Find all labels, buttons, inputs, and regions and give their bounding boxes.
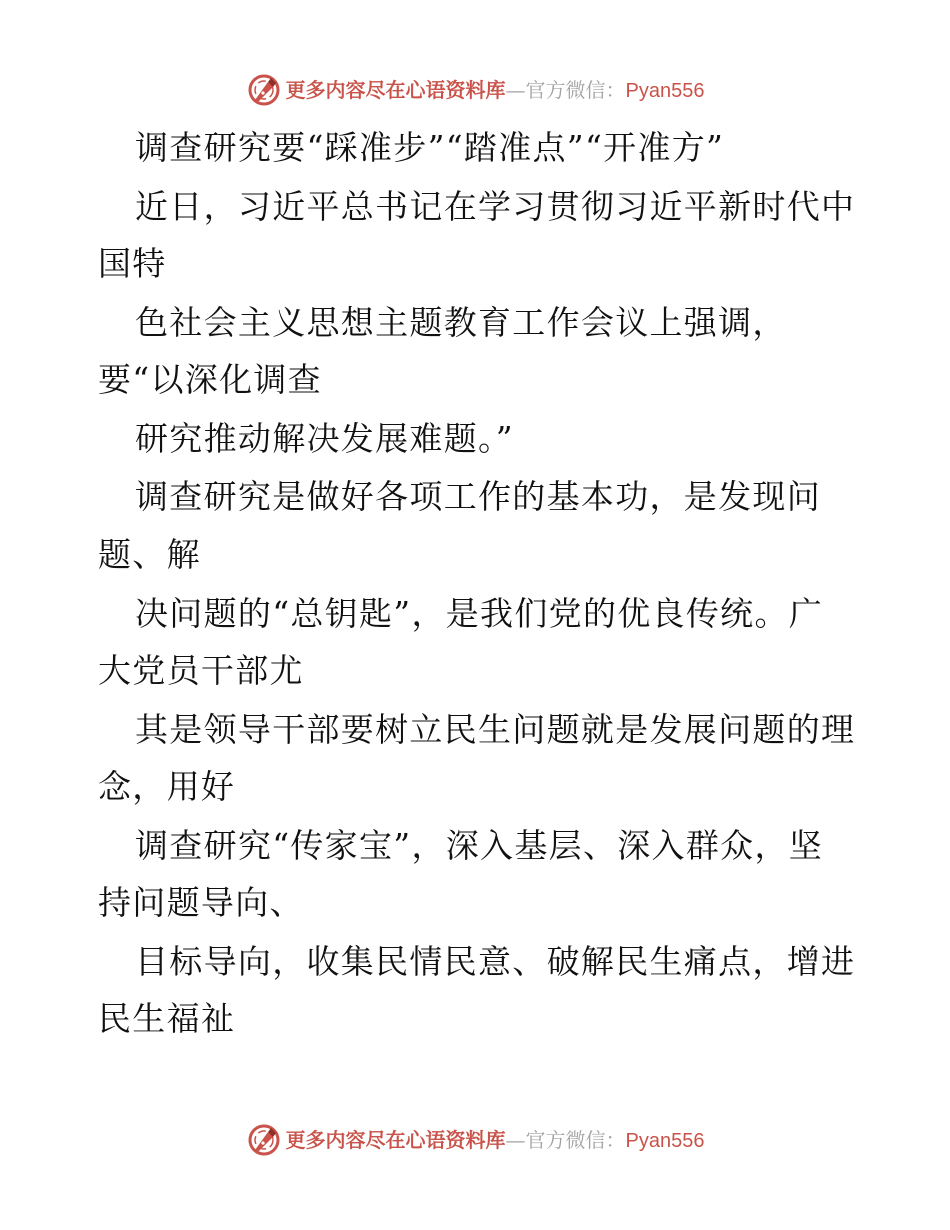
banner-site-name: 更多内容尽在心语资料库 — [285, 77, 506, 102]
paragraph-line: 调查研究“传家宝”，深入基层、深入群众，坚 — [135, 826, 824, 865]
banner-dash: — — [505, 1127, 526, 1152]
banner-wechat-id: Pyan556 — [625, 1129, 705, 1152]
paragraph-line: 目标导向，收集民情民意、破解民生痛点，增进 — [135, 942, 856, 981]
pen-nib-logo-icon — [246, 72, 282, 108]
banner-wechat-id: Pyan556 — [625, 79, 705, 102]
paragraph-line: 近日，习近平总书记在学习贯彻习近平新时代中 — [135, 187, 856, 226]
paragraph-line: 决问题的“总钥匙”，是我们党的优良传统。广 — [135, 594, 824, 633]
paragraph-line: 国特 — [98, 244, 167, 283]
paragraph-line: 要“以深化调查 — [98, 360, 322, 399]
header-watermark — [0, 70, 950, 110]
pen-nib-logo-icon — [246, 1122, 282, 1158]
footer-watermark — [0, 1120, 950, 1160]
paragraph-line: 大党员干部尤 — [98, 651, 304, 690]
paragraph-line: 持问题导向、 — [98, 883, 304, 922]
banner-wechat-label: 官方微信： — [525, 77, 626, 102]
paragraph-line: 色社会主义思想主题教育工作会议上强调， — [135, 303, 787, 342]
paragraph-line: 研究推动解决发展难题。” — [135, 419, 514, 458]
banner-text — [286, 1120, 705, 1161]
paragraph-line: 民生福祉 — [98, 999, 236, 1038]
document-title: 调查研究要“踩准步”“踏准点”“开准方” — [135, 128, 725, 167]
banner-wechat-label: 官方微信： — [525, 1127, 626, 1152]
banner-dash: — — [505, 77, 526, 102]
banner-site-name: 更多内容尽在心语资料库 — [285, 1127, 506, 1152]
banner-text — [286, 70, 705, 111]
paragraph-line: 调查研究是做好各项工作的基本功，是发现问 — [135, 477, 821, 516]
paragraph-line: 念，用好 — [98, 767, 236, 806]
paragraph-line: 其是领导干部要树立民生问题就是发展问题的理 — [135, 710, 856, 749]
paragraph-line: 题、解 — [98, 535, 201, 574]
